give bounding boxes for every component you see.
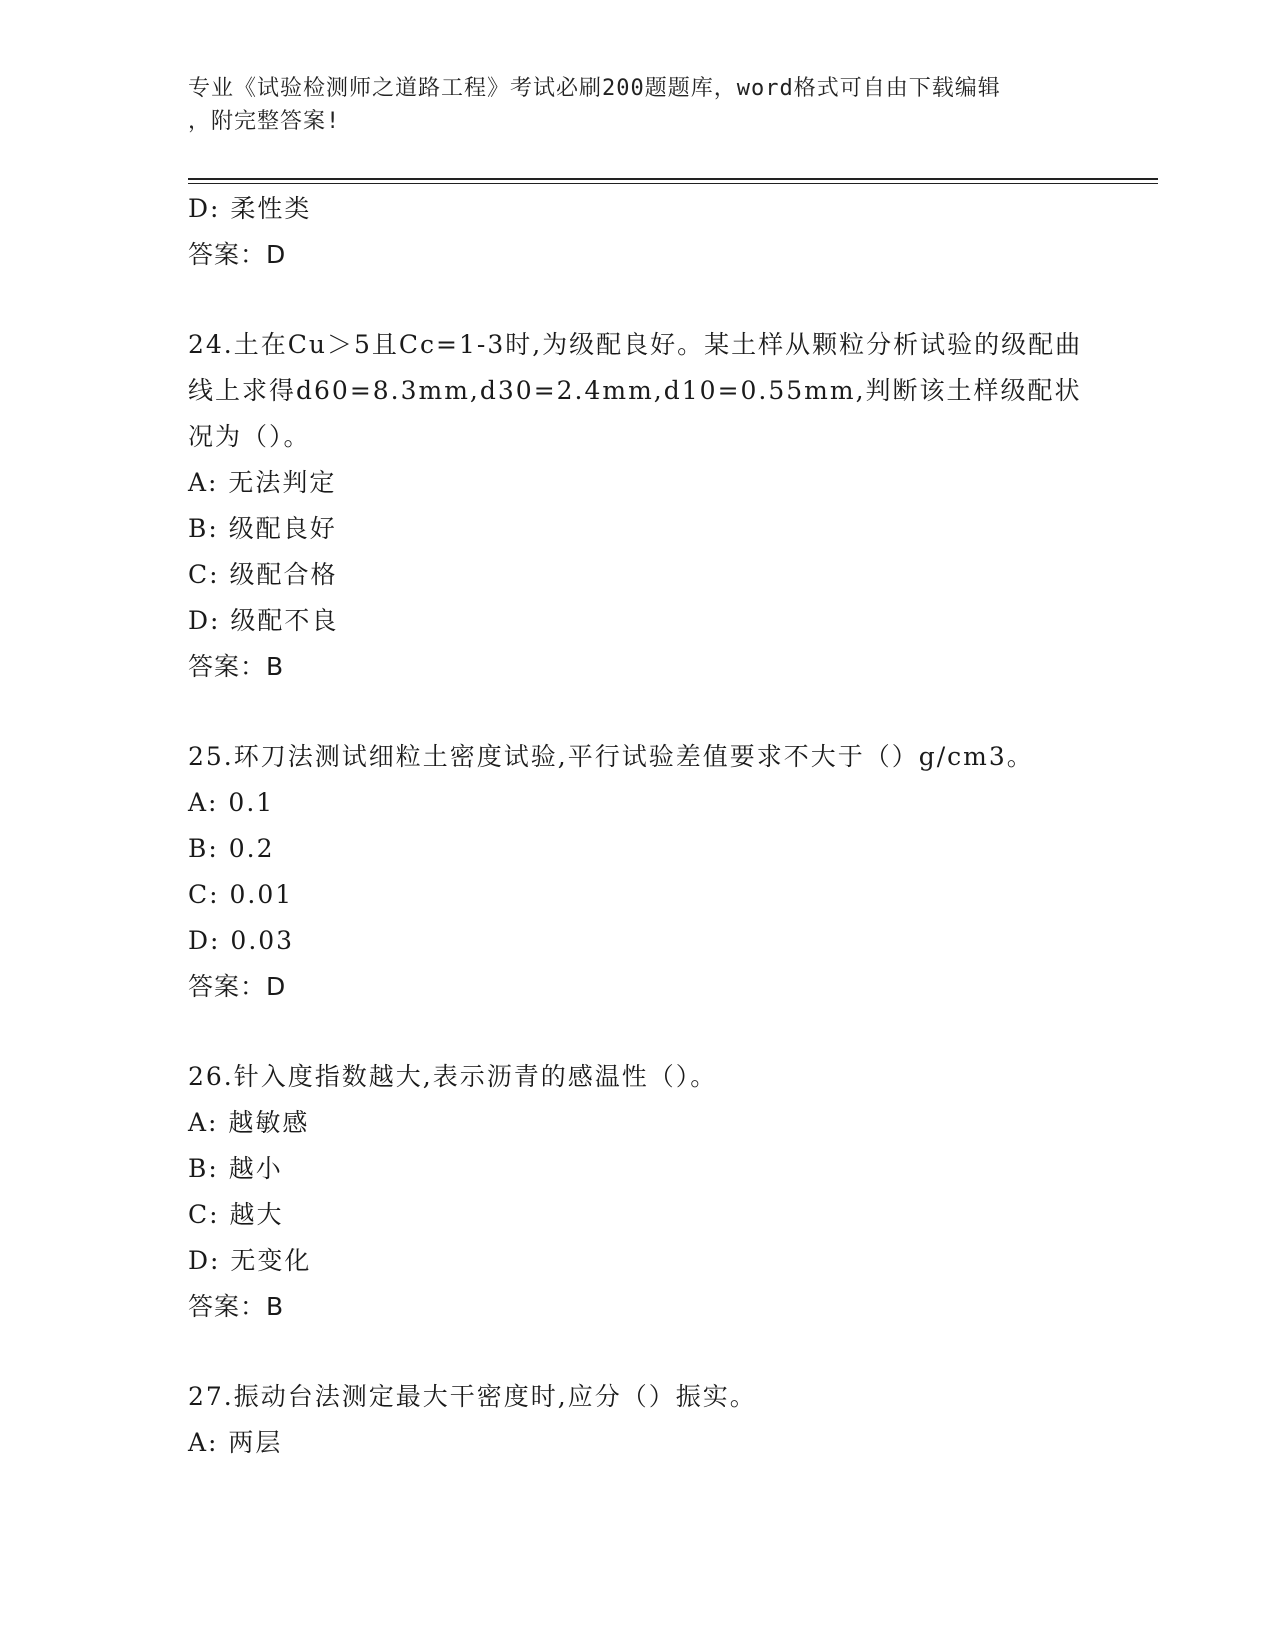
previous-question-tail — [188, 186, 1088, 278]
header-divider-thin — [188, 183, 1158, 184]
question-25 — [188, 734, 1088, 1010]
answer-line: 答案：B — [188, 652, 285, 681]
answer-line: 答案：B — [188, 1292, 285, 1321]
option-a: A: 无法判定 — [188, 468, 337, 497]
question-26 — [188, 1054, 1088, 1330]
answer-line: 答案：D — [188, 972, 287, 1001]
question-list — [188, 186, 1088, 1466]
option-a: A: 两层 — [188, 1428, 283, 1457]
header-divider — [188, 178, 1158, 180]
option-b: B: 0.2 — [188, 834, 275, 863]
option-d: D: 级配不良 — [188, 606, 339, 635]
option-d: D: 柔性类 — [188, 194, 312, 223]
header-line-1: 专业《试验检测师之道路工程》考试必刷200题题库，word格式可自由下载编辑 — [188, 76, 1001, 101]
answer-line: 答案：D — [188, 240, 287, 269]
option-c: C: 级配合格 — [188, 560, 338, 589]
option-a: A: 越敏感 — [188, 1108, 310, 1137]
question-27 — [188, 1374, 1088, 1466]
question-text: 25.环刀法测试细粒土密度试验,平行试验差值要求不大于（）g/cm3。 — [188, 742, 1034, 771]
header-line-2: ，附完整答案! — [188, 109, 341, 134]
option-b: B: 越小 — [188, 1154, 283, 1183]
question-text: 27.振动台法测定最大干密度时,应分（）振实。 — [188, 1382, 757, 1411]
option-d: D: 无变化 — [188, 1246, 312, 1275]
option-c: C: 0.01 — [188, 880, 294, 909]
question-text: 24.土在Cu＞5且Cc=1-3时,为级配良好。某土样从颗粒分析试验的级配曲线上求得d60=8.3mm,d30=2.4mm,d10=0.55mm,判断该土样级配状况为（）。 — [188, 330, 1083, 451]
question-text: 26.针入度指数越大,表示沥青的感温性（）。 — [188, 1062, 718, 1091]
option-c: C: 越大 — [188, 1200, 284, 1229]
option-a: A: 0.1 — [188, 788, 275, 817]
option-d: D: 0.03 — [188, 926, 295, 955]
question-24 — [188, 322, 1088, 690]
document-header — [188, 72, 1068, 138]
option-b: B: 级配良好 — [188, 514, 337, 543]
